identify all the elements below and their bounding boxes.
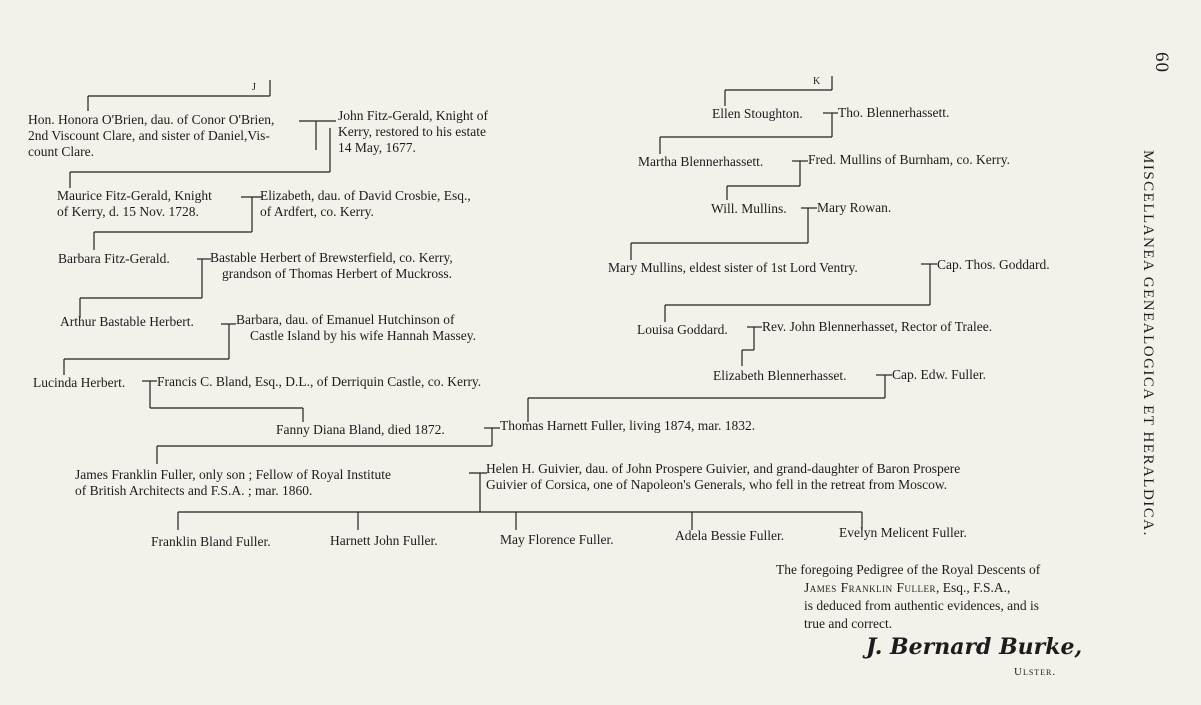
john-fitz-gerald: John Fitz-Gerald, Knight of Kerry, restored to his estate 14 May, 1677. [338, 108, 488, 155]
arthur-bastable-herbert: Arthur Bastable Herbert. [60, 314, 194, 329]
fanny-diana-bland: Fanny Diana Bland, died 1872. [276, 422, 445, 437]
helen-guivier: Helen H. Guivier, dau. of John Prospere Guivier, and grand-daughter of Baron Prospere Guivier of Corsica, one of Napoleon's Generals, who fell in the retreat from Moscow. [486, 461, 961, 492]
running-title: MISCELLANEA GENEALOGICA ET HERALDICA. [1140, 150, 1156, 537]
fred-mullins: Fred. Mullins of Burnham, co. Kerry. [808, 152, 1010, 167]
elizabeth-crosbie: Elizabeth, dau. of David Crosbie, Esq., of Ardfert, co. Kerry. [260, 188, 471, 219]
signature-office: Ulster. [1014, 666, 1057, 678]
barbara-fitz-gerald: Barbara Fitz-Gerald. [58, 251, 170, 266]
child-may: May Florence Fuller. [500, 532, 614, 547]
child-franklin: Franklin Bland Fuller. [151, 534, 271, 549]
page-number: 60 [1151, 52, 1172, 73]
francis-c-bland: Francis C. Bland, Esq., D.L., of Derriquin Castle, co. Kerry. [157, 374, 482, 389]
mary-mullins: Mary Mullins, eldest sister of 1st Lord Ventry. [608, 260, 858, 275]
elizabeth-blennerhasset: Elizabeth Blennerhasset. [713, 368, 847, 383]
cert-line-2: James Franklin Fuller, Esq., F.S.A., [804, 580, 1011, 595]
cert-name: James Franklin Fuller [804, 580, 937, 595]
child-evelyn: Evelyn Melicent Fuller. [839, 525, 967, 540]
james-franklin-fuller: James Franklin Fuller, only son ; Fellow of Royal Institute of British Architects and F.S.A. ; mar. 1860. [75, 467, 391, 498]
cert-line-1: The foregoing Pedigree of the Royal Descents of [776, 562, 1041, 577]
martha-blennerhassett: Martha Blennerhassett. [638, 154, 764, 169]
will-mullins: Will. Mullins. [711, 201, 787, 216]
child-adela: Adela Bessie Fuller. [675, 528, 785, 543]
child-harnett: Harnett John Fuller. [330, 533, 438, 548]
ellen-stoughton: Ellen Stoughton. [712, 106, 803, 121]
cert-line-4: true and correct. [804, 616, 893, 631]
maurice-fitz-gerald: Maurice Fitz-Gerald, Knight of Kerry, d. 15 Nov. 1728. [57, 188, 212, 219]
cert-line-3: is deduced from authentic evidences, and is [804, 598, 1040, 613]
mary-rowan: Mary Rowan. [817, 200, 892, 215]
edw-fuller: Cap. Edw. Fuller. [892, 367, 986, 382]
john-blennerhasset: Rev. John Blennerhasset, Rector of Tralee. [762, 319, 993, 334]
honora-obrien: Hon. Honora O'Brien, dau. of Conor O'Brien, 2nd Viscount Clare, and sister of Daniel,Vis- count Clare. [28, 112, 275, 159]
louisa-goddard: Louisa Goddard. [637, 322, 728, 337]
barbara-hutchinson: Barbara, dau. of Emanuel Hutchinson of Castle Island by his wife Hannah Massey. [236, 312, 476, 343]
thomas-harnett-fuller: Thomas Harnett Fuller, living 1874, mar. 1832. [500, 418, 756, 433]
branch-marker-k: K [813, 76, 822, 87]
branch-marker-j: J [252, 82, 257, 93]
signature: J. Bernard Burke, [866, 634, 1083, 660]
tho-blennerhassett: Tho. Blennerhassett. [838, 105, 950, 120]
lucinda-herbert: Lucinda Herbert. [33, 375, 126, 390]
thos-goddard: Cap. Thos. Goddard. [937, 257, 1050, 272]
bastable-herbert: Bastable Herbert of Brewsterfield, co. Kerry, grandson of Thomas Herbert of Muckross. [210, 250, 453, 281]
